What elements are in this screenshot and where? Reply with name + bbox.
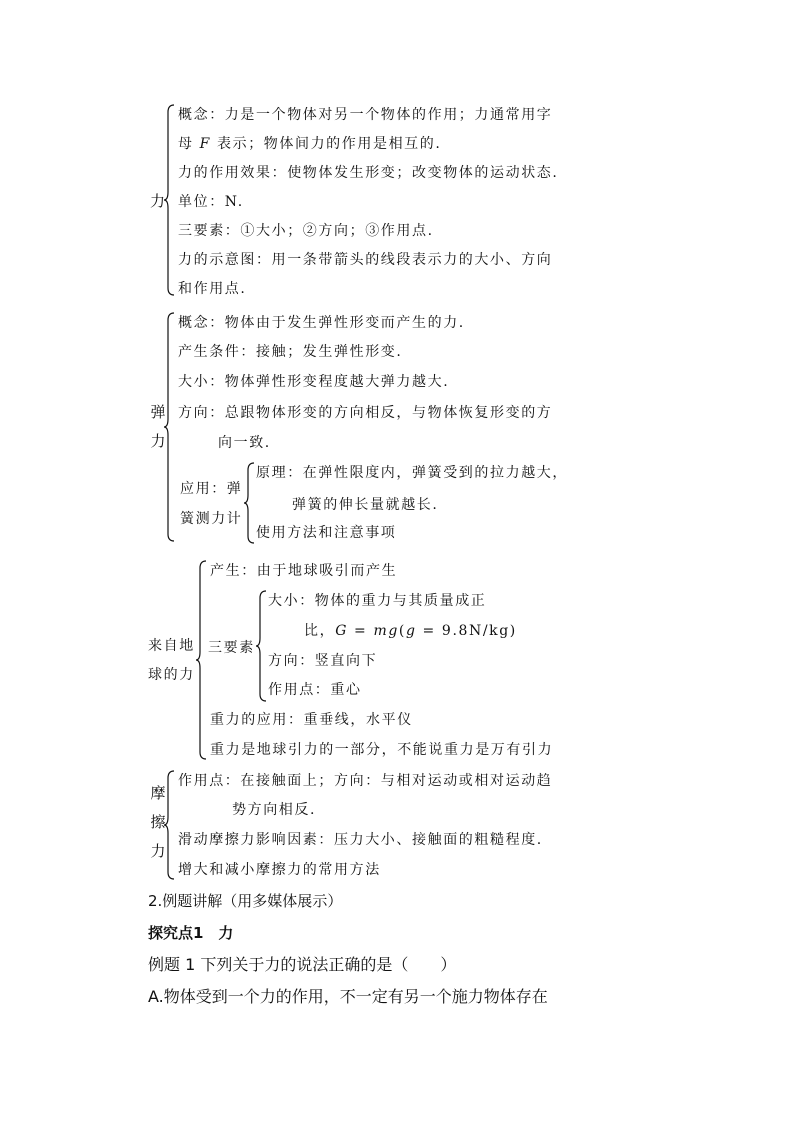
friction-point-direction: 作用点：在接触面上；方向：与相对运动或相对运动趋	[178, 773, 553, 789]
elastic-label: 弹力	[150, 403, 166, 450]
elastic-direction-cont: 向一致.	[218, 435, 271, 451]
elastic-application-label-2: 簧测力计	[180, 511, 243, 527]
friction-point-direction-cont: 势方向相反.	[232, 802, 317, 818]
gravity-brace	[196, 560, 208, 760]
elastic-brace	[164, 312, 176, 542]
gravity-direction: 方向：竖直向下	[268, 653, 378, 669]
friction-brace	[164, 770, 176, 880]
gravity-label-2: 球的力	[148, 667, 195, 683]
spring-usage: 使用方法和注意事项	[256, 525, 397, 541]
spring-principle-cont: 弹簧的伸长量就越长.	[292, 497, 439, 513]
force-three-elements: 三要素：①大小；②方向；③作用点.	[178, 223, 434, 239]
elastic-concept: 概念：物体由于发生弹性形变而产生的力.	[178, 315, 465, 331]
gravity-three-brace	[256, 590, 268, 702]
gravity-produce: 产生：由于地球吸引而产生	[210, 563, 398, 579]
elastic-size: 大小：物体弹性形变程度越大弹力越大.	[178, 374, 450, 390]
force-concept-cont: 母 F 表示；物体间力的作用是相互的.	[178, 136, 442, 152]
friction-methods: 增大和减小摩擦力的常用方法	[178, 862, 381, 878]
gravity-three-label: 三要素	[208, 640, 255, 656]
option-a: A.物体受到一个力的作用，不一定有另一个施力物体存在	[148, 987, 548, 1006]
elastic-application-label-1: 应用：弹	[180, 481, 243, 497]
section-heading: 2.例题讲解（用多媒体展示）	[148, 892, 343, 910]
gravity-formula: 比，G = mg(g = 9.8N/kg)	[304, 623, 517, 639]
gravity-label-1: 来自地	[148, 638, 195, 654]
gravity-size: 大小：物体的重力与其质量成正	[268, 593, 487, 609]
elastic-condition: 产生条件：接触；发生弹性形变.	[178, 344, 403, 360]
gravity-application: 重力的应用：重垂线，水平仪	[210, 712, 413, 728]
explore-point-heading: 探究点1 力	[148, 924, 234, 942]
force-concept: 概念：力是一个物体对另一个物体的作用；力通常用字	[178, 107, 553, 123]
friction-factors: 滑动摩擦力影响因素：压力大小、接触面的粗糙程度.	[178, 832, 543, 848]
friction-label: 摩擦力	[150, 784, 166, 860]
spring-brace	[244, 462, 256, 544]
force-diagram-cont: 和作用点.	[178, 281, 247, 297]
force-label: 力	[150, 192, 166, 210]
gravity-note: 重力是地球引力的一部分，不能说重力是万有引力	[210, 742, 554, 758]
example-question: 例题 1 下列关于力的说法正确的是（ ）	[148, 955, 457, 974]
force-unit: 单位：N.	[178, 194, 244, 210]
spring-principle: 原理：在弹性限度内，弹簧受到的拉力越大，	[256, 465, 568, 481]
force-diagram: 力的示意图：用一条带箭头的线段表示力的大小、方向	[178, 252, 553, 268]
force-effect: 力的作用效果：使物体发生形变；改变物体的运动状态.	[178, 165, 559, 181]
elastic-direction: 方向：总跟物体形变的方向相反，与物体恢复形变的方	[178, 405, 553, 421]
force-brace	[164, 104, 176, 296]
gravity-point: 作用点：重心	[268, 682, 362, 698]
